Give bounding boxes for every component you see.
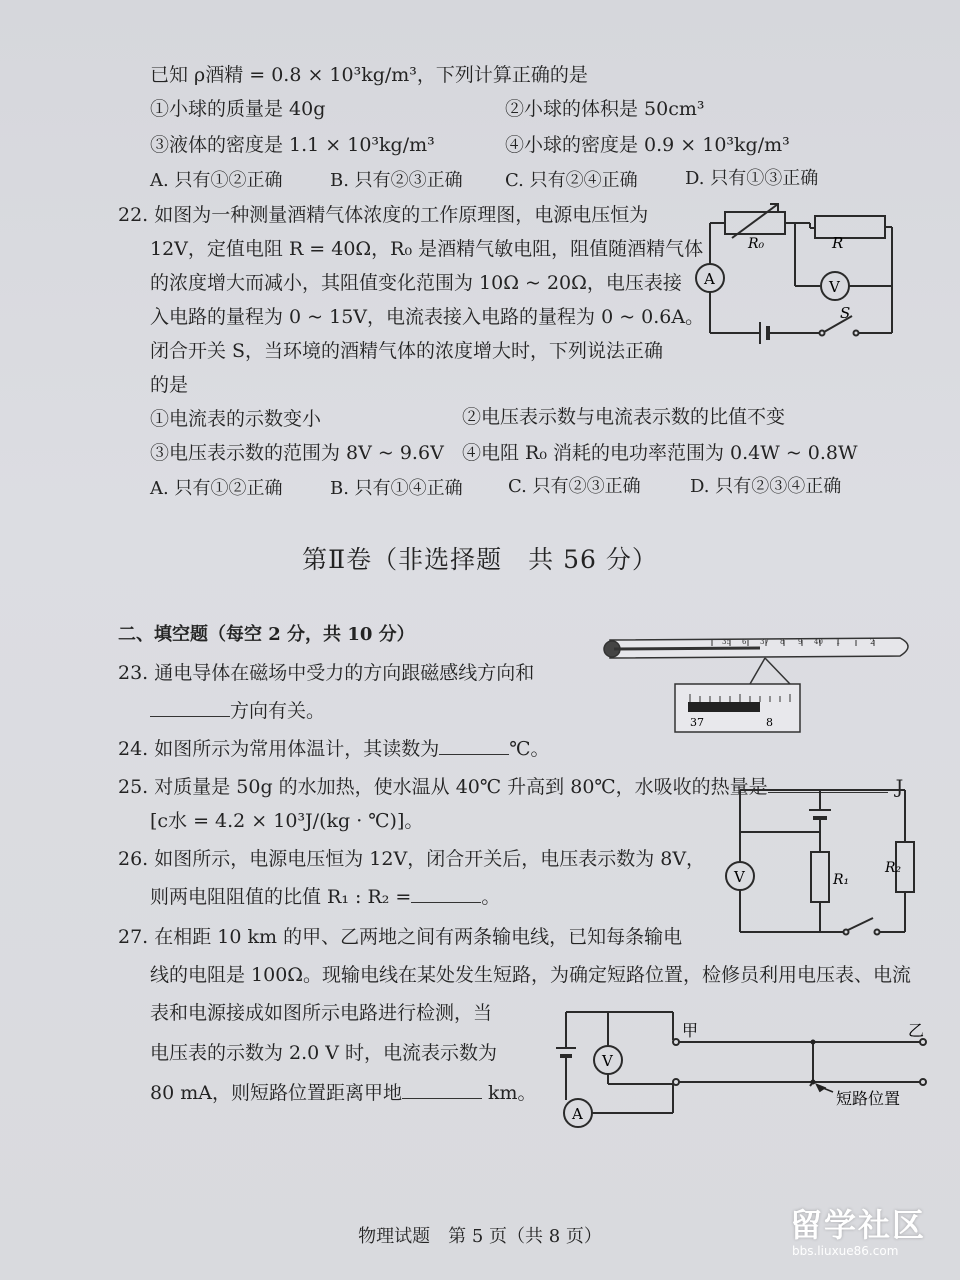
watermark	[790, 1200, 950, 1270]
q21-choice-d: D. 只有①③正确	[685, 168, 819, 189]
page-footer: 物理试题 第 5 页（共 8 页）	[358, 1226, 602, 1247]
q22-line-6: 的是	[150, 374, 189, 396]
r0-label: R₀	[748, 236, 765, 252]
q22-choice-d: D. 只有②③④正确	[690, 476, 842, 497]
q27-line-4: 电压表的示数为 2.0 V 时，电流表示数为	[150, 1042, 498, 1064]
q22-line-3: 的浓度增大而减小，其阻值变化范围为 10Ω ~ 20Ω，电压表接	[150, 272, 682, 294]
q23-blank[interactable]	[150, 696, 230, 717]
q22-item-1: ①电流表的示数变小	[150, 408, 322, 430]
q26-line-1: 26. 如图所示，电源电压恒为 12V，闭合开关后，电压表示数为 8V，	[118, 848, 706, 870]
q22-line-1: 22. 如图为一种测量酒精气体浓度的工作原理图，电源电压恒为	[118, 204, 649, 226]
q26-r2-label: R₂	[885, 860, 902, 876]
q26-blank[interactable]	[411, 882, 481, 903]
q21-given: 已知 ρ酒精 = 0.8 × 10³kg/m³，下列计算正确的是	[150, 64, 588, 86]
thermo-scale-35: 35	[722, 638, 731, 646]
thermo-scale-40: 40	[814, 638, 823, 646]
q26-r1-label: R₁	[833, 872, 850, 888]
q26-line-2: 则两电阻阻值的比值 R₁ : R₂ = 。	[150, 882, 500, 910]
q27-yi-label: 乙	[908, 1021, 925, 1040]
q25-line-1: 25. 对质量是 50g 的水加热，使水温从 40℃ 升高到 80℃，水吸收的热量是 J	[118, 772, 903, 800]
r-label: R	[832, 234, 844, 252]
q27-voltmeter-label: V	[602, 1052, 613, 1070]
thermo-scale-42: 2	[870, 638, 875, 646]
q21-choice-a: A. 只有①②正确	[150, 170, 283, 191]
q27-line-3: 表和电源接成如图所示电路进行检测，当	[150, 1002, 493, 1024]
q25-line-2: [c水 = 4.2 × 10³J/(kg · ℃)]。	[150, 810, 424, 832]
r0-resistor	[725, 212, 785, 234]
zoom-label-37: 37	[690, 716, 704, 729]
q21-choice-b: B. 只有②③正确	[330, 170, 463, 191]
q22-item-3: ③电压表示数的范围为 8V ~ 9.6V	[150, 442, 444, 464]
q27-ammeter-label: A	[572, 1105, 583, 1123]
q27-jia-label: 甲	[682, 1021, 699, 1040]
q24-blank[interactable]	[439, 734, 509, 755]
zoom-label-38: 8	[766, 716, 773, 729]
q22-line-5: 闭合开关 S，当环境的酒精气体的浓度增大时，下列说法正确	[150, 340, 664, 362]
thermo-scale-36: 6	[742, 638, 747, 646]
q22-line-2: 12V，定值电阻 R = 40Ω，R₀ 是酒精气敏电阻，阻值随酒精气体	[150, 238, 704, 260]
switch-label: S	[840, 304, 851, 322]
ammeter-label: A	[704, 270, 715, 288]
q27-line-1: 27. 在相距 10 km 的甲、乙两地之间有两条输电线，已知每条输电	[118, 926, 683, 948]
q21-choice-c: C. 只有②④正确	[505, 170, 638, 191]
q27-short-label: 短路位置	[836, 1089, 901, 1108]
q27-blank[interactable]	[402, 1078, 482, 1099]
q22-choice-a: A. 只有①②正确	[150, 478, 283, 499]
q21-item-2: ②小球的体积是 50cm³	[505, 98, 705, 120]
q21-item-3: ③液体的密度是 1.1 × 10³kg/m³	[150, 134, 435, 156]
thermo-scale-37: 37	[760, 638, 769, 646]
r-resistor	[815, 216, 885, 238]
q21-item-1: ①小球的质量是 40g	[150, 98, 326, 120]
q26-circuit-diagram	[715, 772, 925, 942]
q22-choice-b: B. 只有①④正确	[330, 478, 463, 499]
thermo-scale-41: 1	[836, 638, 841, 646]
q23-line-1: 23. 通电导体在磁场中受力的方向跟磁感线方向和	[118, 662, 535, 684]
q26-r1	[811, 852, 829, 902]
q22-item-4: ④电阻 R₀ 消耗的电功率范围为 0.4W ~ 0.8W	[462, 442, 858, 464]
q26-voltmeter-label: V	[734, 868, 745, 886]
watermark-text: 留学社区	[790, 1206, 927, 1244]
q27-circuit-diagram	[548, 1000, 948, 1140]
part2-header: 二、填空题（每空 2 分，共 10 分）	[118, 624, 415, 645]
q23-line-2: 方向有关。	[150, 696, 325, 724]
section-title: 第Ⅱ卷（非选择题 共 56 分）	[302, 545, 658, 574]
q24-line: 24. 如图所示为常用体温计，其读数为 ℃。	[118, 734, 550, 762]
q22-choice-c: C. 只有②③正确	[508, 476, 641, 497]
thermo-scale-38: 8	[780, 638, 785, 646]
q21-item-4: ④小球的密度是 0.9 × 10³kg/m³	[505, 134, 790, 156]
thermometer-figure	[600, 628, 920, 738]
voltmeter-label: V	[829, 278, 840, 296]
q22-line-4: 入电路的量程为 0 ~ 15V，电流表接入电路的量程为 0 ~ 0.6A。	[150, 306, 705, 328]
thermo-scale-39: 9	[798, 638, 803, 646]
q22-item-2: ②电压表示数与电流表示数的比值不变	[462, 406, 786, 428]
q22-circuit-diagram	[690, 198, 900, 368]
q27-line-2: 线的电阻是 100Ω。现输电线在某处发生短路，为确定短路位置，检修员利用电压表、电流	[150, 964, 912, 986]
watermark-url: bbs.liuxue86.com	[792, 1244, 899, 1258]
q27-line-5: 80 mA，则短路位置距离甲地 km。	[150, 1078, 537, 1106]
